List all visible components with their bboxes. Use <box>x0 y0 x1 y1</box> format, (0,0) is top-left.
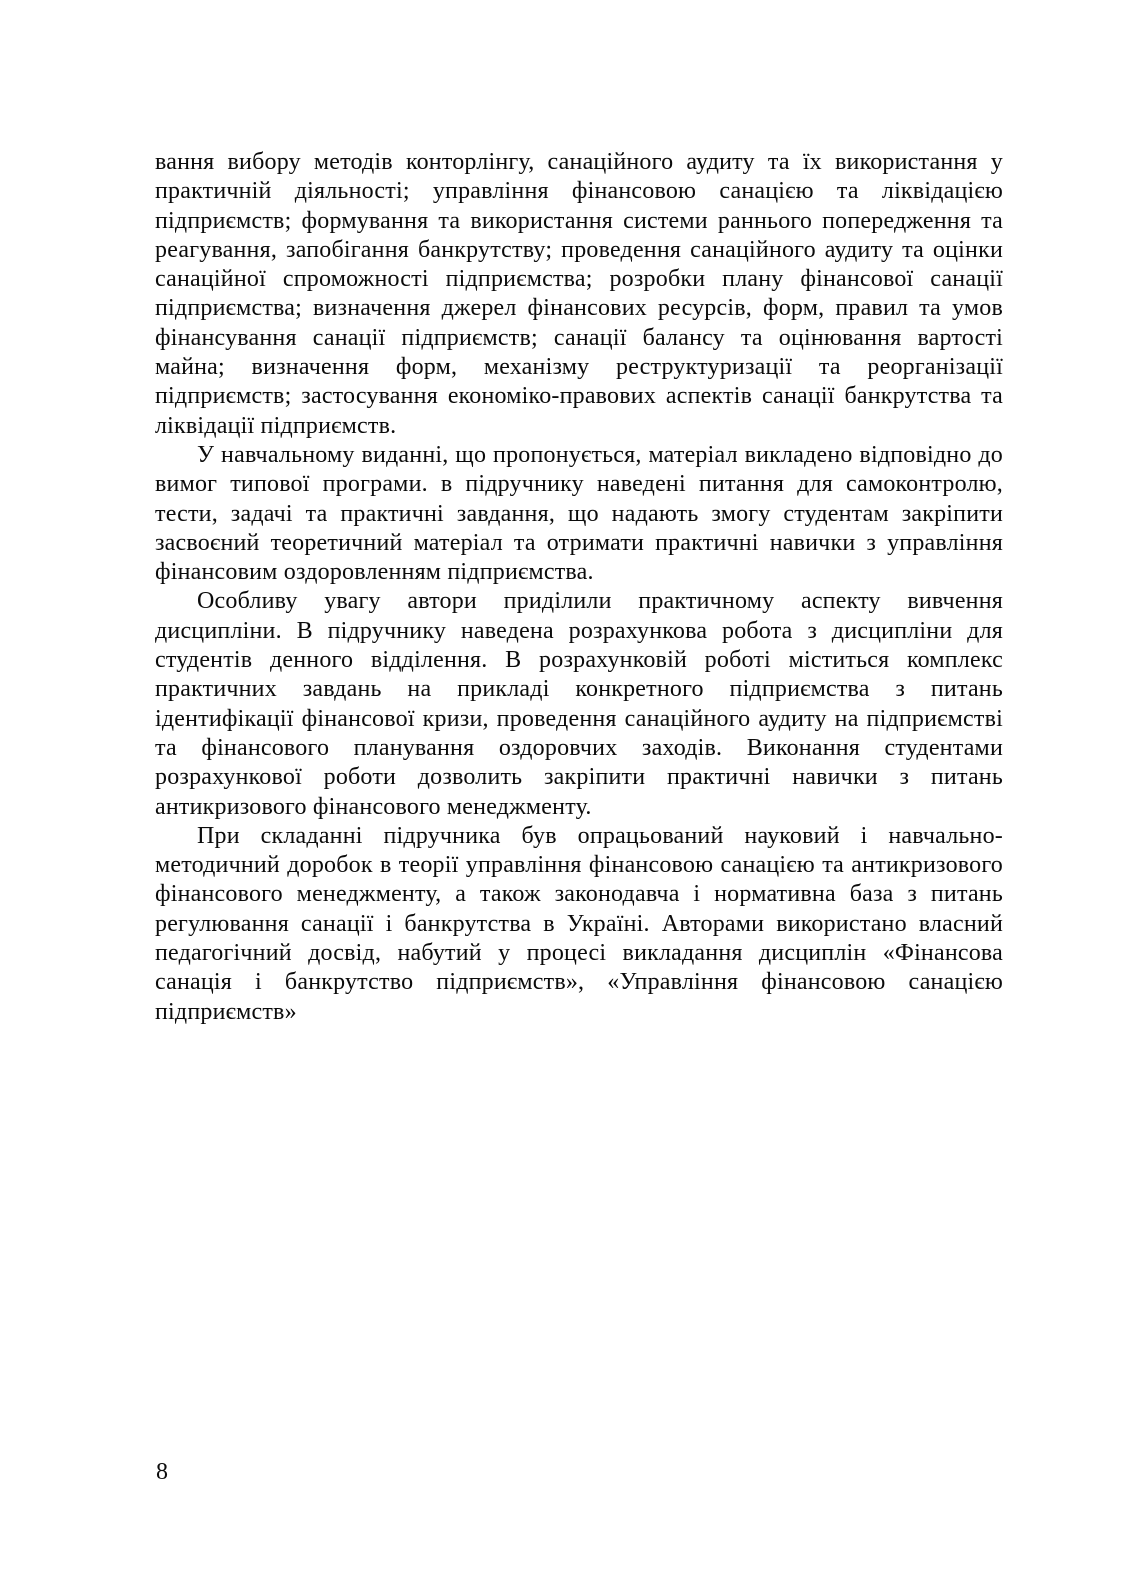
paragraph: При складанні підручника був опрацьований науковий і навчально-методичний доробок в теорії управління фінансовою санацією та антикризового фінансового менеджменту, а також законодавча і нормативна база з питань регулювання санації і банкрутства в Україні. Авторами використано власний педагогічний досвід, набутий у процесі викладання дисциплін «Фінансова санація і банкрутство підприємств», «Управління фінансовою санацією підприємств» <box>155 822 1003 1025</box>
paragraph: Особливу увагу автори приділили практичному аспекту вивчення дисципліни. В підручнику наведена розрахункова робота з дисципліни для студентів денного відділення. В розрахунковій роботі міститься комплекс практичних завдань на прикладі конкретного підприємства з питань ідентифікації фінансової кризи, проведення санаційного аудиту на підприємстві та фінансового планування оздоровчих заходів. Виконання студентами розрахункової роботи дозволить закріпити практичні навички з питань антикризового фінансового менеджменту. <box>155 588 1003 820</box>
paragraph: вання вибору методів конторлінгу, санаційного аудиту та їх використання у практичній діяльності; управління фінансовою санацією та ліквідацією підприємств; формування та використання системи раннього попередження та реагування, запобігання банкрутству; проведення санаційного аудиту та оцінки санаційної спроможності підприємства; розробки плану фінансової санації підприємства; визначення джерел фінансових ресурсів, форм, правил та умов фінансування санації підприємств; санації балансу та оцінювання вартості майна; визначення форм, механізму реструктуризації та реорганізації підприємств; застосування економіко-правових аспектів санації банкрутства та ліквідації підприємств. <box>155 149 1003 439</box>
paragraph: У навчальному виданні, що пропонується, матеріал викладено відповідно до вимог типової програми. в підручнику наведені питання для самоконтролю, тести, задачі та практичні завдання, що надають змогу студентам закріпити засвоєний теоретичний матеріал та отримати практичні навички з управління фінансовим оздоровленням підприємства. <box>155 441 1003 586</box>
page-number: 8 <box>156 1459 168 1485</box>
body-text <box>155 148 1003 1027</box>
